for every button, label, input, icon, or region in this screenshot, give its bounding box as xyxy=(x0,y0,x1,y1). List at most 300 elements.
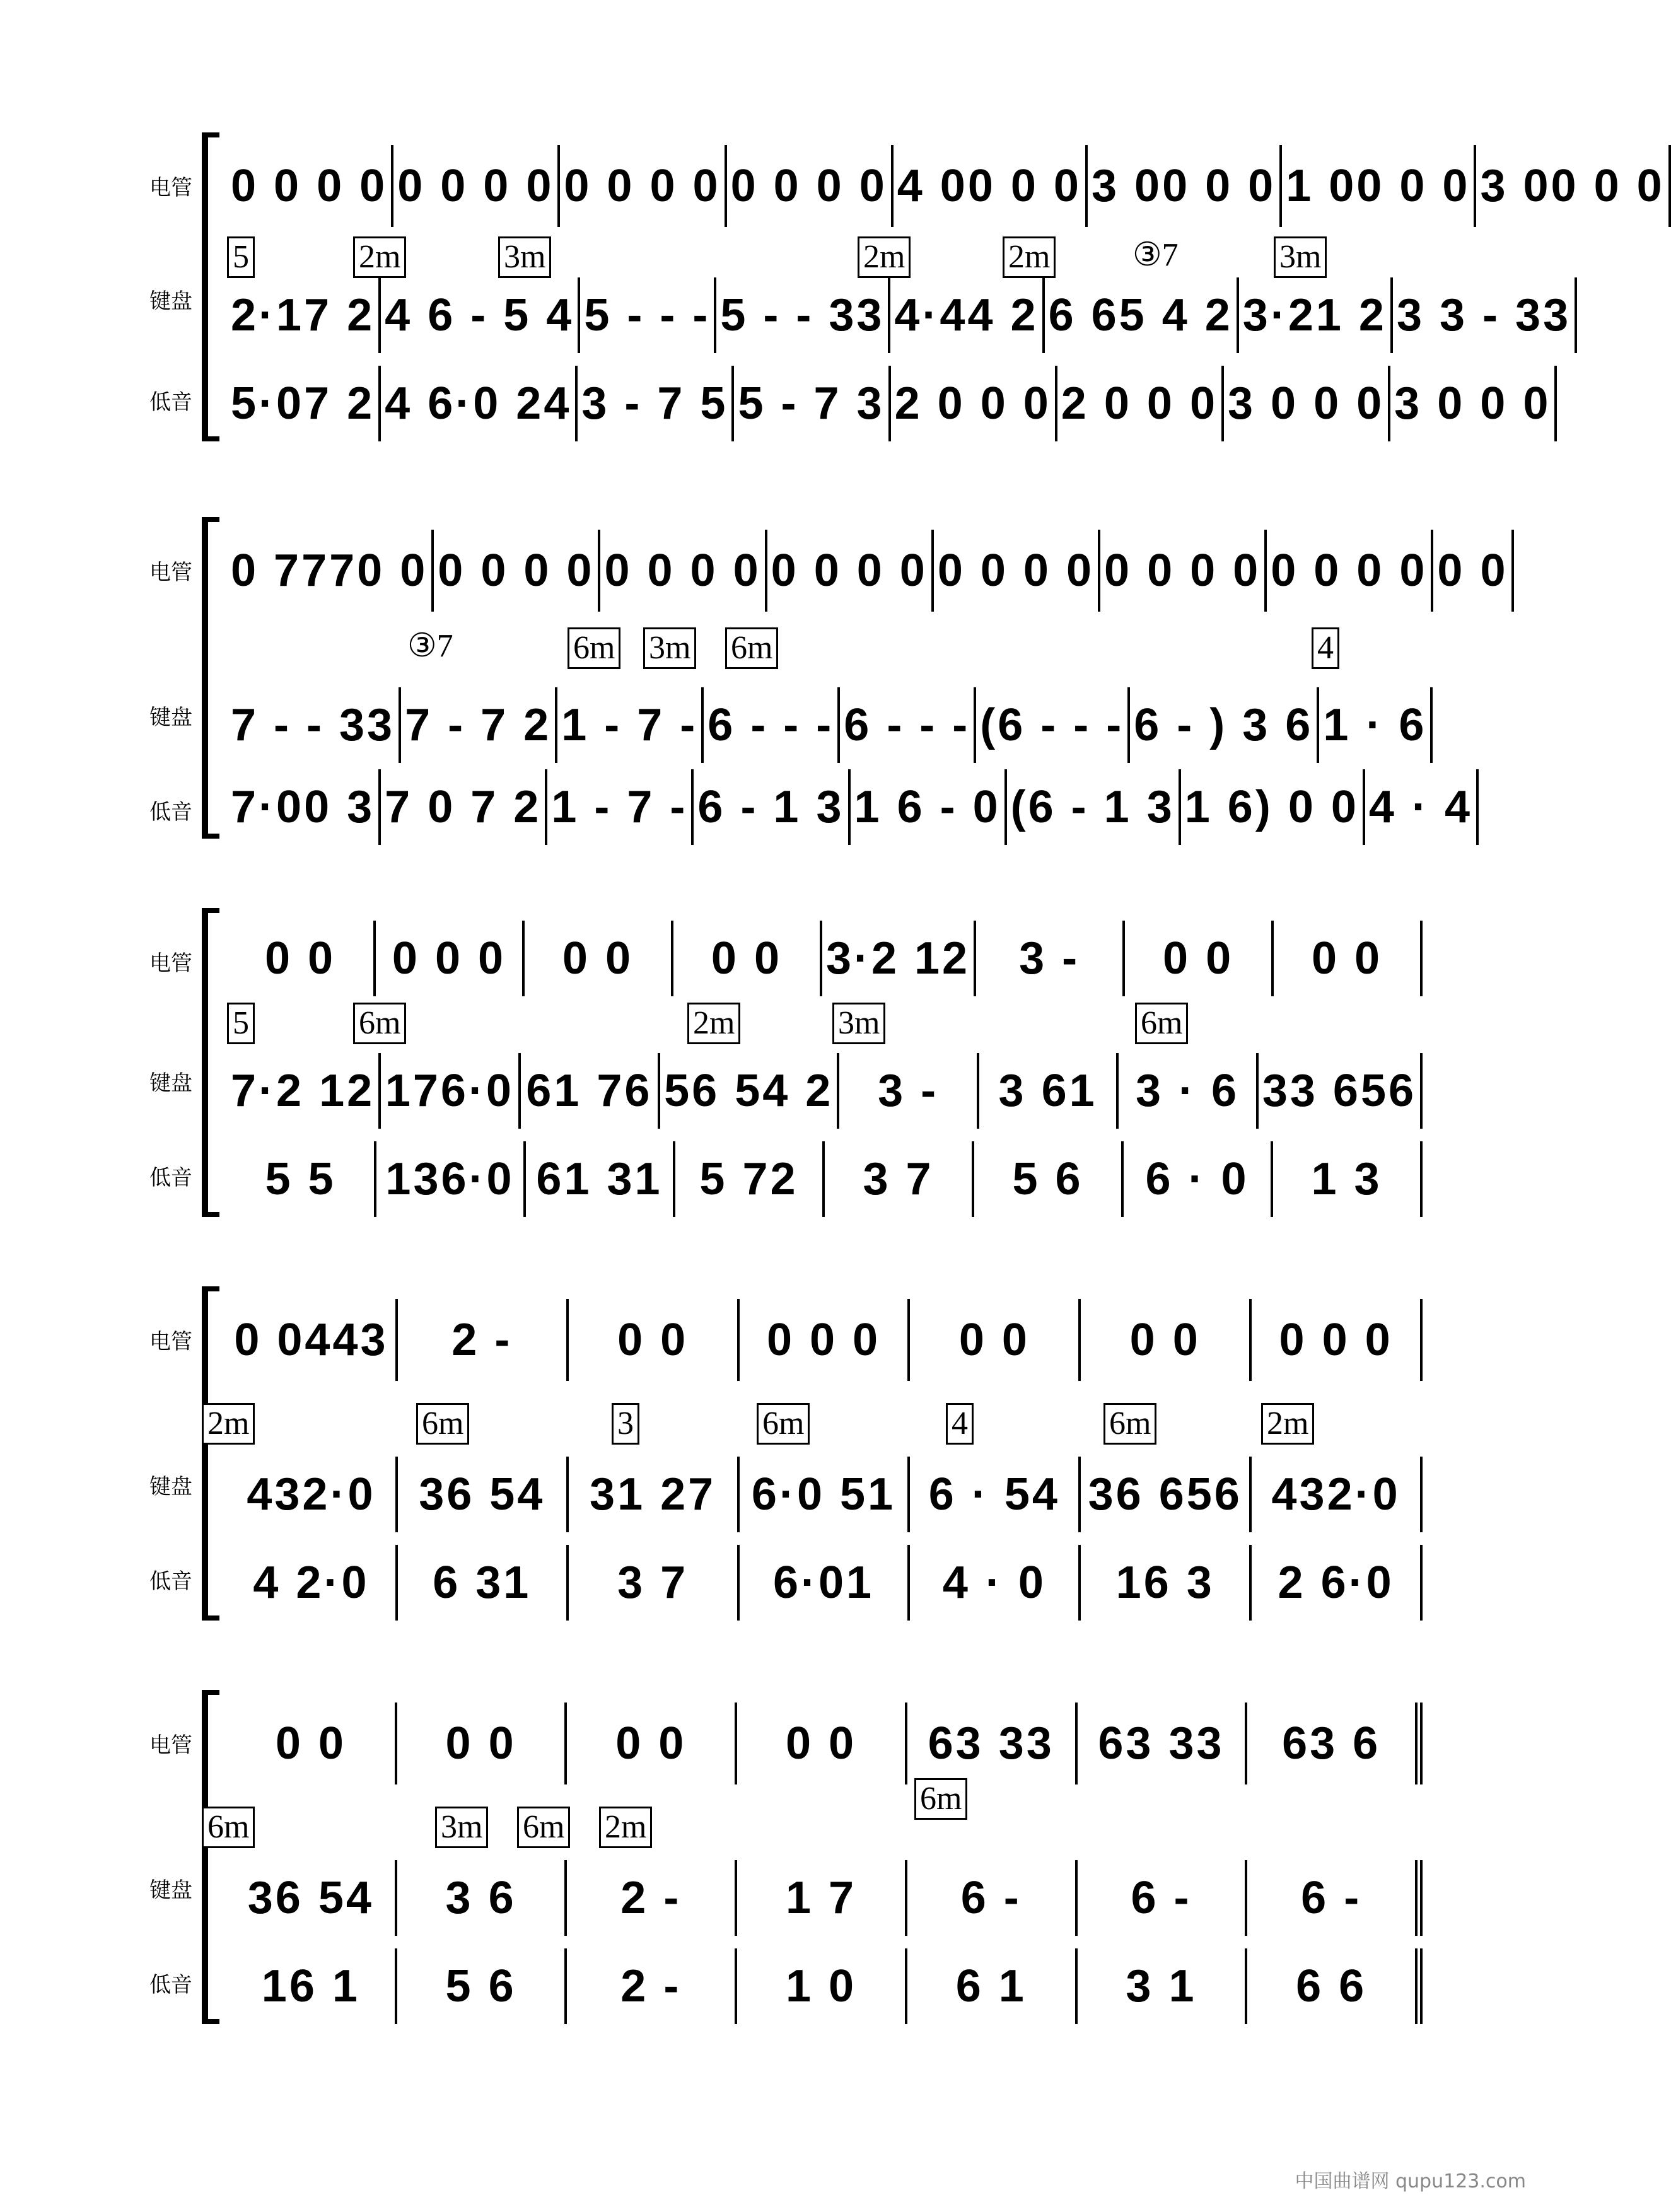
measure xyxy=(227,530,434,612)
measure xyxy=(1390,366,1557,441)
score-system-1 xyxy=(149,132,1665,448)
notes: 6 31 xyxy=(433,1557,532,1608)
notes: 2 0 0 0 xyxy=(894,378,1051,429)
notes: (6 - - - xyxy=(980,700,1124,750)
notes: 3 - 7 5 xyxy=(581,378,728,429)
measure xyxy=(578,366,734,441)
chord-row xyxy=(207,1781,1423,1851)
measure xyxy=(525,921,673,996)
notes: 4 00 0 0 xyxy=(897,161,1081,211)
measure xyxy=(569,1457,740,1532)
measure xyxy=(891,366,1057,441)
notes: 3 3 - 33 xyxy=(1396,290,1571,341)
notes: 0 0 xyxy=(445,1718,516,1769)
score-system-2 xyxy=(149,517,1508,845)
chord-symbol: 4 xyxy=(946,1403,974,1445)
notes: 1 6 - 0 xyxy=(854,782,1001,832)
notes: 0 0443 xyxy=(234,1315,388,1365)
notes: 61 31 xyxy=(536,1154,663,1204)
notes: 31 27 xyxy=(590,1469,716,1520)
notes: 0 0 0 0 xyxy=(1271,545,1428,596)
chord-symbol: 6m xyxy=(1103,1403,1156,1445)
measure xyxy=(1125,921,1274,996)
staff-row-guan xyxy=(227,530,1508,612)
measure xyxy=(976,921,1125,996)
measure xyxy=(227,277,381,353)
staff-row-bass xyxy=(227,1141,1423,1217)
chord-row xyxy=(207,1403,1423,1447)
measure xyxy=(227,1545,398,1621)
measure xyxy=(227,1948,397,2024)
notes: 0 0 0 0 xyxy=(438,545,595,596)
instrument-label-bass: 低音 xyxy=(149,1569,192,1594)
chord-symbol: 6m xyxy=(725,627,778,669)
measure xyxy=(660,1053,839,1129)
chord-symbol: 6m xyxy=(914,1778,967,1820)
notes: 6 - xyxy=(1131,1873,1192,1923)
notes: 36 656 xyxy=(1088,1469,1242,1520)
chord-symbol: ③7 xyxy=(404,627,457,665)
measure xyxy=(767,530,934,612)
chord-symbol: 3m xyxy=(1274,236,1327,278)
chord-row xyxy=(227,236,1423,281)
measure xyxy=(907,1860,1078,1936)
notes: 6 1 xyxy=(955,1961,1027,2011)
measure xyxy=(397,1948,568,2024)
notes: 3 7 xyxy=(617,1557,689,1608)
notes: 1 3 xyxy=(1311,1154,1382,1204)
notes: 63 6 xyxy=(1282,1718,1381,1769)
measure xyxy=(907,1703,1078,1784)
notes: 0 0 0 0 xyxy=(231,161,388,211)
notes: 0 0 0 0 xyxy=(937,545,1095,596)
measure xyxy=(381,277,580,353)
measure xyxy=(1045,277,1239,353)
notes: 5 - 7 3 xyxy=(738,378,885,429)
instrument-label-bass: 低音 xyxy=(149,1972,192,1998)
measure xyxy=(1319,687,1433,763)
measure xyxy=(521,1053,660,1129)
notes: 6 - - - xyxy=(707,700,834,750)
notes: 3 61 xyxy=(998,1066,1097,1116)
notes: 7·00 3 xyxy=(231,782,375,832)
instrument-label-guan: 电管 xyxy=(149,560,192,585)
measure xyxy=(434,530,600,612)
notes: 2 0 0 0 xyxy=(1061,378,1218,429)
measure xyxy=(227,921,376,996)
measure xyxy=(1282,145,1476,227)
measure xyxy=(1273,1141,1423,1217)
notes: 3 · 6 xyxy=(1136,1066,1240,1116)
notes: 63 33 xyxy=(1098,1718,1225,1769)
measure xyxy=(600,530,767,612)
notes: 3 7 xyxy=(863,1154,934,1204)
chord-row xyxy=(227,627,1423,672)
notes: 0 0 xyxy=(617,1315,689,1365)
instrument-label-key: 键盘 xyxy=(149,1878,192,1903)
notes: 0 0 xyxy=(1129,1315,1201,1365)
measure xyxy=(1081,1457,1252,1532)
measure xyxy=(397,1703,568,1784)
notes: 4 · 4 xyxy=(1368,782,1472,832)
chord-symbol: 2m xyxy=(353,236,406,278)
measure xyxy=(1078,1948,1248,2024)
notes: 1 6) 0 0 xyxy=(1184,782,1359,832)
staff-row-bass xyxy=(227,1948,1423,2024)
notes: 0 0 0 xyxy=(766,1315,881,1365)
notes: 432·0 xyxy=(247,1469,376,1520)
site-watermark: 中国曲谱网 qupu123.com xyxy=(1295,2170,1526,2192)
notes: 0 0 xyxy=(615,1718,687,1769)
measure xyxy=(974,1141,1124,1217)
measure xyxy=(227,687,401,763)
notes: 6 - - - xyxy=(844,700,970,750)
notes: 3 00 0 0 xyxy=(1091,161,1276,211)
instrument-label-bass: 低音 xyxy=(149,1165,192,1190)
notes: 6 - 1 3 xyxy=(697,782,844,832)
chord-symbol: 2m xyxy=(599,1807,652,1848)
notes: 1 0 xyxy=(785,1961,857,2011)
notes: 4 6·0 24 xyxy=(385,378,572,429)
measure xyxy=(673,921,822,996)
measure xyxy=(381,769,547,845)
notes: 36 54 xyxy=(247,1873,374,1923)
chord-symbol: ③7 xyxy=(1129,236,1182,274)
notes: 0 0 0 xyxy=(392,933,506,984)
chord-row xyxy=(227,1003,1423,1047)
chord-symbol: 3m xyxy=(832,1003,885,1044)
instrument-label-key: 键盘 xyxy=(149,705,192,730)
measure xyxy=(381,1053,520,1129)
notes: 136·0 xyxy=(385,1154,515,1204)
measure xyxy=(740,1545,911,1621)
notes: 7 - 7 2 xyxy=(405,700,552,750)
measure xyxy=(910,1299,1081,1381)
chord-symbol: 6m xyxy=(202,1807,255,1848)
measure xyxy=(910,1545,1081,1621)
system-bracket xyxy=(202,1690,217,2024)
notes: 6 - xyxy=(1301,1873,1362,1923)
instrument-label-bass: 低音 xyxy=(149,390,192,415)
notes: 6 - ) 3 6 xyxy=(1134,700,1313,750)
notes: 1 7 xyxy=(785,1873,857,1923)
notes: 0 0 xyxy=(1163,933,1234,984)
notes: 16 3 xyxy=(1115,1557,1214,1608)
notes: 1 · 6 xyxy=(1323,700,1427,750)
notes: 0 7770 0 xyxy=(231,545,428,596)
notes: 1 - 7 - xyxy=(551,782,688,832)
notes: 0 0 xyxy=(275,1718,346,1769)
measure xyxy=(376,921,525,996)
measure xyxy=(1274,921,1423,996)
notes: 0 0 xyxy=(711,933,782,984)
measure xyxy=(580,277,716,353)
measure xyxy=(227,366,381,441)
system-bracket xyxy=(202,1286,217,1621)
notes: 0 0 xyxy=(958,1315,1030,1365)
staff-row-key xyxy=(227,277,1571,353)
measure xyxy=(1100,530,1267,612)
notes: 0 0 xyxy=(264,933,336,984)
notes: 0 0 0 0 xyxy=(730,161,887,211)
chord-symbol: 3 xyxy=(612,1403,639,1445)
staff-row-guan xyxy=(227,1703,1423,1784)
measure xyxy=(569,1299,740,1381)
notes: 2 - xyxy=(620,1873,682,1923)
chord-symbol: 6m xyxy=(416,1403,469,1445)
measure xyxy=(569,1545,740,1621)
measure xyxy=(825,1141,974,1217)
staff-row-bass xyxy=(227,366,1551,441)
notes: 3·2 12 xyxy=(825,933,970,984)
notes: 5 - - 33 xyxy=(720,290,885,341)
measure xyxy=(547,769,694,845)
measure xyxy=(227,1860,397,1936)
measure xyxy=(227,1457,398,1532)
measure xyxy=(227,769,381,845)
measure xyxy=(393,145,560,227)
measure-final xyxy=(1247,1860,1423,1936)
measure xyxy=(227,145,393,227)
chord-symbol: 6m xyxy=(353,1003,406,1044)
notes: 33 656 xyxy=(1262,1066,1417,1116)
notes: 2 6·0 xyxy=(1278,1557,1394,1608)
notes: 6 - xyxy=(960,1873,1022,1923)
measure xyxy=(227,1141,376,1217)
measure xyxy=(976,687,1130,763)
measure xyxy=(1365,769,1479,845)
measure xyxy=(1393,277,1577,353)
notes: 16 1 xyxy=(261,1961,360,2011)
measure xyxy=(1124,1141,1273,1217)
notes: 63 33 xyxy=(928,1718,1054,1769)
system-bracket xyxy=(202,132,217,441)
notes: 4 2·0 xyxy=(253,1557,370,1608)
notes: 7·2 12 xyxy=(231,1066,375,1116)
measure xyxy=(1433,530,1514,612)
staff-row-guan xyxy=(227,1299,1423,1381)
notes: 3 0 0 0 xyxy=(1394,378,1551,429)
notes: 176·0 xyxy=(385,1066,514,1116)
chord-symbol: 6m xyxy=(1135,1003,1188,1044)
instrument-label-bass: 低音 xyxy=(149,800,192,825)
notes: 6·01 xyxy=(772,1557,875,1608)
notes: 0 0 xyxy=(785,1718,857,1769)
notes: 2·17 2 xyxy=(231,290,375,341)
measure xyxy=(567,1703,737,1784)
measure xyxy=(907,1948,1078,2024)
measure xyxy=(894,145,1088,227)
notes: 3 - xyxy=(878,1066,939,1116)
notes: 61 76 xyxy=(526,1066,653,1116)
measure xyxy=(840,687,976,763)
notes: 36 54 xyxy=(419,1469,545,1520)
instrument-label-key: 键盘 xyxy=(149,1071,192,1096)
measure xyxy=(734,366,890,441)
measure xyxy=(1181,769,1365,845)
staff-row-guan xyxy=(227,145,1665,227)
measure xyxy=(704,687,840,763)
measure xyxy=(675,1141,825,1217)
staff-row-bass xyxy=(227,769,1472,845)
instrument-label-key: 键盘 xyxy=(149,1474,192,1499)
measure xyxy=(1252,1457,1423,1532)
measure xyxy=(740,1457,911,1532)
measure xyxy=(398,1299,569,1381)
notes: 432·0 xyxy=(1271,1469,1400,1520)
measure xyxy=(1252,1299,1423,1381)
notes: 3 1 xyxy=(1126,1961,1197,2011)
notes: 0 0 xyxy=(562,933,633,984)
instrument-label-guan: 电管 xyxy=(149,1329,192,1354)
notes: 3·21 2 xyxy=(1242,290,1387,341)
measure xyxy=(1267,530,1433,612)
notes: 5 6 xyxy=(445,1961,516,2011)
notes: 4 · 0 xyxy=(942,1557,1046,1608)
chord-symbol: 3m xyxy=(643,627,696,669)
staff-row-guan xyxy=(227,921,1423,996)
measure xyxy=(526,1141,675,1217)
measure xyxy=(1057,366,1224,441)
measure xyxy=(890,277,1044,353)
measure xyxy=(1252,1545,1423,1621)
notes: 7 - - 33 xyxy=(231,700,395,750)
notes: 6·0 51 xyxy=(751,1469,896,1520)
chord-symbol: 2m xyxy=(1003,236,1056,278)
score-system-5 xyxy=(149,1690,1423,2030)
measure xyxy=(397,1860,568,1936)
notes: 0 0 0 0 xyxy=(397,161,554,211)
notes: 3 0 0 0 xyxy=(1227,378,1385,429)
measure xyxy=(740,1299,911,1381)
measure xyxy=(227,1703,397,1784)
measure xyxy=(1476,145,1670,227)
notes: 0 0 0 0 xyxy=(1104,545,1261,596)
chord-symbol: 5 xyxy=(227,1003,255,1044)
chord-symbol: 3m xyxy=(498,236,551,278)
chord-symbol: 4 xyxy=(1312,627,1339,669)
chord-symbol: 2m xyxy=(202,1403,255,1445)
measure xyxy=(1088,145,1282,227)
notes: 5 5 xyxy=(265,1154,336,1204)
measure xyxy=(727,145,894,227)
notes: 1 - 7 - xyxy=(561,700,698,750)
notes: (6 - 1 3 xyxy=(1010,782,1175,832)
measure xyxy=(737,1948,907,2024)
notes: 3 00 0 0 xyxy=(1480,161,1665,211)
chord-symbol: 6m xyxy=(517,1807,570,1848)
measure xyxy=(1078,1860,1248,1936)
chord-symbol: 5 xyxy=(227,236,255,278)
notes: 1 00 0 0 xyxy=(1286,161,1470,211)
measure xyxy=(376,1141,526,1217)
measure xyxy=(979,1053,1119,1129)
measure xyxy=(910,1457,1081,1532)
chord-symbol: 2m xyxy=(858,236,911,278)
measure xyxy=(694,769,850,845)
measure xyxy=(398,1457,569,1532)
staff-row-key xyxy=(227,687,1427,763)
measure xyxy=(381,366,578,441)
notes: 3 6 xyxy=(445,1873,516,1923)
measure xyxy=(1078,1703,1248,1784)
chord-symbol: 6m xyxy=(568,627,620,669)
instrument-label-guan: 电管 xyxy=(149,1733,192,1758)
system-bracket xyxy=(202,908,217,1217)
measure xyxy=(567,1860,737,1936)
measure xyxy=(839,1053,979,1129)
measure xyxy=(560,145,726,227)
notes: 0 0 0 0 xyxy=(604,545,761,596)
system-bracket xyxy=(202,517,217,839)
measure xyxy=(1259,1053,1423,1129)
instrument-label-guan: 电管 xyxy=(149,951,192,976)
measure xyxy=(1224,366,1390,441)
notes: 2 - xyxy=(451,1315,513,1365)
chord-symbol: 2m xyxy=(1261,1403,1314,1445)
notes: 0 0 xyxy=(1312,933,1383,984)
measure xyxy=(1081,1545,1252,1621)
measure xyxy=(227,1053,381,1129)
measure xyxy=(851,769,1007,845)
instrument-label-guan: 电管 xyxy=(149,175,192,201)
measure xyxy=(398,1545,569,1621)
notes: 4·44 2 xyxy=(894,290,1039,341)
measure xyxy=(1119,1053,1258,1129)
measure xyxy=(716,277,890,353)
notes: 6 65 4 2 xyxy=(1048,290,1233,341)
notes: 5 72 xyxy=(699,1154,798,1204)
measure-final xyxy=(1247,1948,1423,2024)
score-system-3 xyxy=(149,908,1423,1223)
notes: 56 54 2 xyxy=(664,1066,834,1116)
chord-symbol: 6m xyxy=(757,1403,810,1445)
measure xyxy=(737,1860,907,1936)
measure xyxy=(1130,687,1319,763)
measure xyxy=(227,1299,398,1381)
notes: 0 0 0 0 xyxy=(564,161,721,211)
notes: 3 - xyxy=(1019,933,1080,984)
measure xyxy=(934,530,1100,612)
staff-row-key xyxy=(227,1457,1423,1532)
measure xyxy=(401,687,557,763)
measure xyxy=(822,921,976,996)
notes: 0 0 xyxy=(1437,545,1508,596)
staff-row-key xyxy=(227,1860,1423,1936)
notes: 0 0 0 0 xyxy=(771,545,928,596)
measure xyxy=(737,1703,907,1784)
instrument-label-key: 键盘 xyxy=(149,289,192,314)
notes: 5·07 2 xyxy=(231,378,375,429)
staff-row-key xyxy=(227,1053,1423,1129)
measure-final xyxy=(1247,1703,1423,1784)
notes: 7 0 7 2 xyxy=(385,782,542,832)
notes: 5 - - - xyxy=(584,290,711,341)
chord-symbol: 3m xyxy=(435,1807,488,1848)
notes: 4 6 - 5 4 xyxy=(385,290,574,341)
score-system-4 xyxy=(149,1286,1423,1627)
notes: 6 · 54 xyxy=(928,1469,1060,1520)
measure xyxy=(567,1948,737,2024)
notes: 5 6 xyxy=(1012,1154,1083,1204)
staff-row-bass xyxy=(227,1545,1423,1621)
notes: 6 · 0 xyxy=(1145,1154,1249,1204)
chord-symbol: 2m xyxy=(687,1003,740,1044)
measure xyxy=(1081,1299,1252,1381)
measure xyxy=(1239,277,1393,353)
measure xyxy=(557,687,704,763)
measure xyxy=(1007,769,1181,845)
